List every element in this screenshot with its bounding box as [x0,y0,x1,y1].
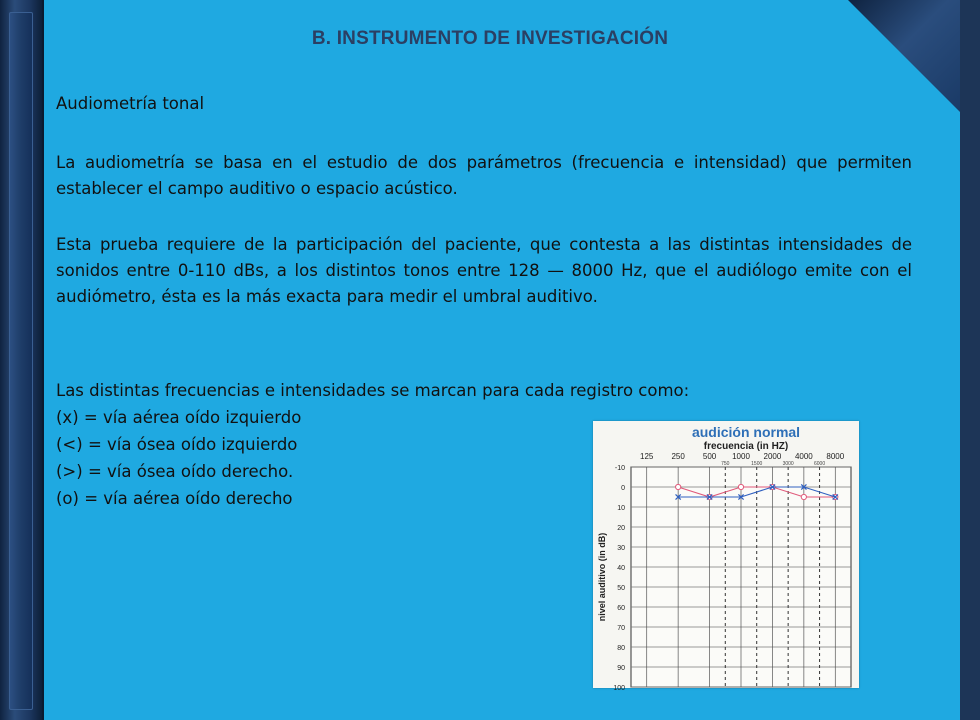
legend-item-x: (x) = vía aérea oído izquierdo [56,408,302,427]
x-minor-tick-label: 6000 [814,461,826,467]
y-tick-label: 40 [617,565,625,572]
x-tick-label: 250 [671,452,685,461]
legend-item-o: (o) = vía aérea oído derecho [56,489,293,508]
legend-item-lt: (<) = vía ósea oído izquierdo [56,435,298,454]
x-minor-tick-label: 750 [721,461,730,467]
left-bar-inset [9,12,33,710]
y-axis-label: nivel auditivo (in dB) [597,532,607,622]
y-tick-label: -10 [614,465,625,472]
audiogram-figure [593,421,859,692]
y-tick-label: 70 [617,625,625,632]
y-tick-label: 0 [621,485,625,492]
chart-title: audición normal [691,424,801,440]
left-decorative-bar [0,0,44,720]
slide-title: B. INSTRUMENTO DE INVESTIGACIÓN [311,28,669,49]
y-tick-label: 100 [613,685,625,692]
x-tick-label: 8000 [826,452,845,461]
x-tick-label: 2000 [763,452,782,461]
x-tick-label: 500 [702,452,717,461]
y-tick-label: 50 [617,585,625,592]
x-tick-label: 4000 [794,452,813,461]
data-point-o [676,484,681,489]
paragraph-2: Esta prueba requiere de la participación del paciente, que contesta a las distintas intensidades de sonidos entre 0-110 dBs, a los distintos tonos entre 128 — 8000 Hz, que el audiólogo emite con el audiómetro, ésta es la más exacta para medir el umbral auditivo. [56,235,912,306]
x-axis-label: frecuencia (in HZ) [703,441,789,452]
data-point-o [738,484,743,489]
y-tick-label: 90 [617,665,625,672]
y-tick-label: 20 [617,525,625,532]
y-tick-label: 30 [617,545,625,552]
x-tick-label: 125 [640,452,654,461]
x-tick-label: 1000 [732,452,750,461]
section-heading: Audiometría tonal [56,94,205,113]
x-minor-tick-label: 3000 [782,461,794,467]
data-point-o [801,494,806,499]
y-tick-label: 80 [617,645,625,652]
x-minor-tick-label: 1500 [751,461,763,467]
paragraph-1: La audiometría se basa en el estudio de dos parámetros (frecuencia e intensidad) que permiten establecer el campo auditivo o espacio acústico. [56,153,912,198]
legend-item-gt: (>) = vía ósea oído derecho. [56,462,294,481]
list-intro: Las distintas frecuencias e intensidades se marcan para cada registro como: [56,381,690,400]
y-tick-label: 60 [617,605,625,612]
audiogram-chart [593,421,859,692]
y-tick-label: 10 [617,505,625,512]
